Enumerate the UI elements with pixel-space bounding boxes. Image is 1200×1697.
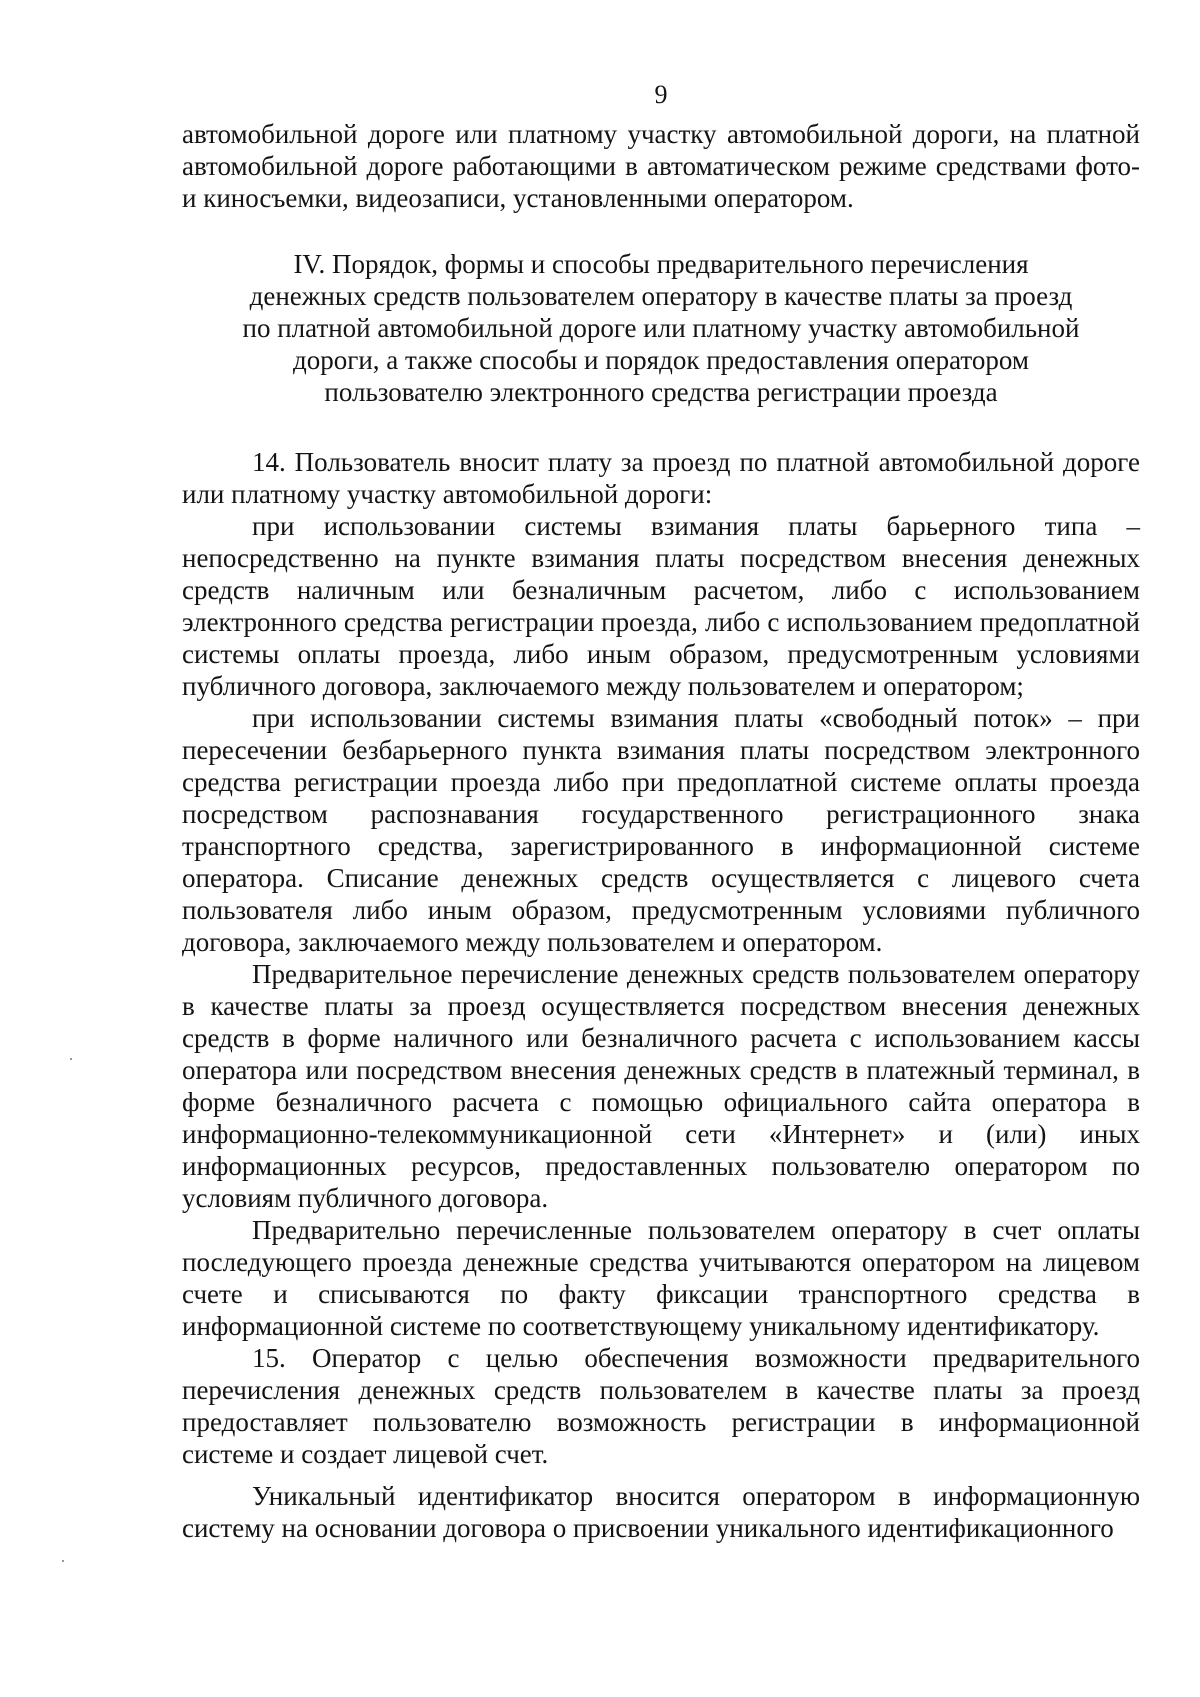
- section-heading-line: пользователю электронного средства регистрации проезда: [324, 377, 998, 407]
- section-heading-line: по платной автомобильной дороге или платному участку автомобильной: [242, 313, 1080, 343]
- section-heading: [182, 248, 1140, 408]
- paragraph-prepayment: Предварительное перечисление денежных средств пользователем оператору в качестве платы за проезд осуществляется посредством внесения денежных средств в форме наличного или безналичного расчета с использованием кассы оператора или посредством внесения денежных средств в платежный терминал, в форме безналичного расчета с помощью официального сайта оператора в информационно-телекоммуникационной сети «Интернет» и (или) иных информационных ресурсов, предоставленных пользователю оператором по условиям публичного договора.: [182, 959, 1140, 1213]
- document-page: [182, 80, 1140, 1544]
- section-heading-line: денежных средств пользователем оператору в качестве платы за проезд: [249, 281, 1073, 311]
- paragraph-prepaid-funds: Предварительно перечисленные пользователем оператору в счет оплаты последующего проезда денежные средства учитываются оператором на лицевом счете и списываются по факту фиксации транспортного средства в информационной системе по соответствующему уникальному идентификатору.: [182, 1215, 1140, 1341]
- scan-speck: [62, 1560, 64, 1562]
- section-heading-line: IV. Порядок, формы и способы предварительного перечисления: [293, 249, 1029, 279]
- scan-speck: [70, 1058, 72, 1060]
- paragraph-unique-identifier: Уникальный идентификатор вносится оператором в информационную систему на основании договора о присвоении уникального идентификационного: [182, 1481, 1140, 1543]
- paragraph-barrier-system: при использовании системы взимания платы барьерного типа – непосредственно на пункте взимания платы посредством внесения денежных средств наличным или безналичным расчетом, либо с использованием электронного средства регистрации проезда, либо с использованием предоплатной системы оплаты проезда, либо иным образом, предусмотренным условиями публичного договора, заключаемого между пользователем и оператором;: [182, 511, 1140, 701]
- paragraph-free-flow-system: при использовании системы взимания платы «свободный поток» – при пересечении безбарьерного пункта взимания платы посредством электронного средства регистрации проезда либо при предоплатной системе оплаты проезда посредством распознавания государственного регистрационного знака транспортного средства, зарегистрированного в информационной системе оператора. Списание денежных средств осуществляется с лицевого счета пользователя либо иным образом, предусмотренным условиями публичного договора, заключаемого между пользователем и оператором.: [182, 703, 1140, 957]
- intro-paragraph: автомобильной дороге или платному участку автомобильной дороги, на платной автомобильной дороге работающими в автоматическом режиме средствами фото- и киносъемки, видеозаписи, установленными оператором.: [182, 119, 1140, 213]
- page-number: 9: [654, 80, 668, 109]
- paragraph-14: 14. Пользователь вносит плату за проезд по платной автомобильной дороге или платному участку автомобильной дороги:: [182, 447, 1140, 509]
- paragraph-15: 15. Оператор с целью обеспечения возможности предварительного перечисления денежных средств пользователем в качестве платы за проезд предоставляет пользователю возможность регистрации в информационной системе и создает лицевой счет.: [182, 1343, 1140, 1469]
- section-heading-line: дороги, а также способы и порядок предоставления оператором: [293, 345, 1029, 375]
